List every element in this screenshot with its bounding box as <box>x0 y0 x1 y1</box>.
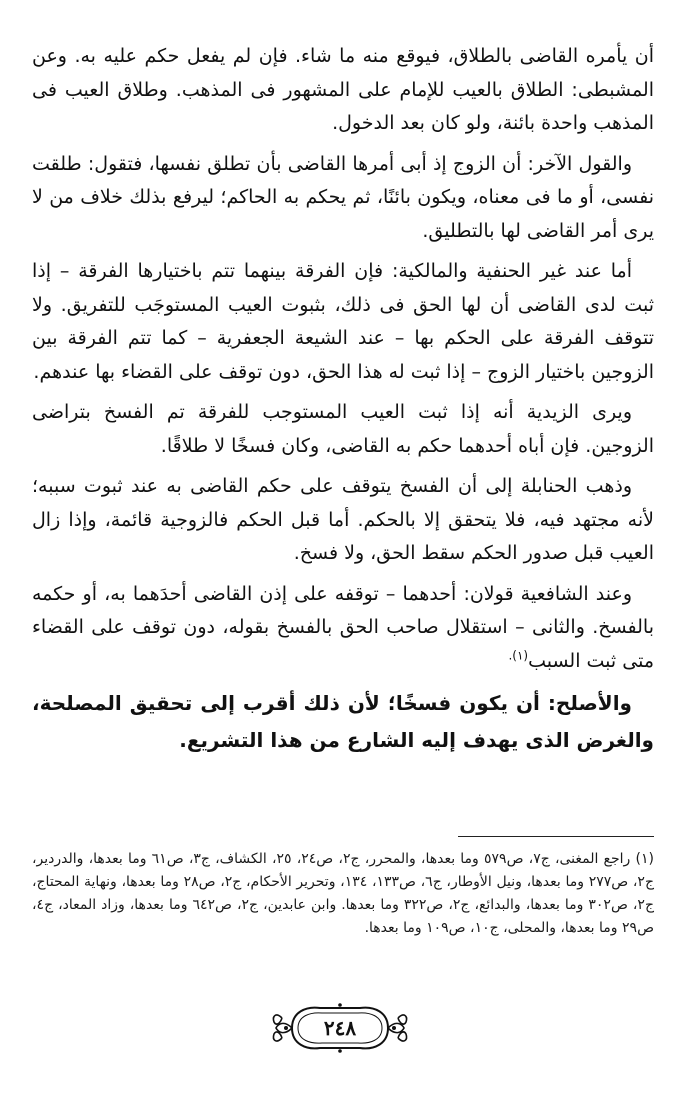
footnotes <box>32 848 654 940</box>
paragraph-5: وذهب الحنابلة إلى أن الفسخ يتوقف على حكم القاضى به عند ثبوت سببه؛ لأنه مجتهد فيه، فلا يتحقق إلا بالحكم. أما قبل الحكم فالزوجية قائمة، وإذا زال العيب قبل صدور الحكم سقط الحق، ولا فسخ. <box>32 475 654 564</box>
paragraph-1: أن يأمره القاضى بالطلاق، فيوقع منه ما شاء. فإن لم يفعل حكم عليه به. وعن المشبطى: الطلاق بالعيب للإمام على المشهور فى المذهب. وطلاق العيب فى المذهب واحدة بائنة، ولو كان بعد الدخول. <box>32 45 654 134</box>
paragraph-2: والقول الآخر: أن الزوج إذ أبى أمرها القاضى بأن تطلق نفسها، فتقول: طلقت نفسى، أو ما فى معناه، ويكون بائنًا، ثم يحكم به الحاكم؛ ليرفع بذلك خلاف من لا يرى أمر القاضى لها بالتطليق. <box>32 152 654 242</box>
footnote-reference: (١). <box>508 648 529 663</box>
paragraph-6-text: وعند الشافعية قولان: أحدهما – توقفه على إذن القاضى أحدَهما به، أو حكمه بالفسخ. والثانى – استقلال صاحب الحق بالفسخ بقوله، دون توقف على القضاء متى ثبت السبب <box>32 582 654 672</box>
main-text <box>32 40 654 766</box>
paragraph-6 <box>32 578 654 679</box>
footnote-separator <box>458 836 654 837</box>
paragraph-4: ويرى الزيدية أنه إذا ثبت العيب المستوجب للفرقة تم الفسخ بتراضى الزوجين. فإن أباه أحدهما حكم به القاضى، وكان فسخًا لا طلاقًا. <box>32 401 654 457</box>
page-number: ٢٤٨ <box>323 1016 357 1040</box>
footnote-1: (١) راجع المغنى، ج٧، ص٥٧٩ وما بعدها، والمحرر، ج٢، ص٢٤، ٢٥، الكشاف، ج٣، ص٦١ وما بعدها، والدردير، ج٢، ص٢٧٧ وما بعدها، ونيل الأوطار، ج٦، ص١٣٣، ١٣٤، وتحرير الأحكام، ج٢، ص٢٨ وما بعدها، ونهاية المحتاج، ج٢، ص٣٠٢ وما بعدها، والبدائع، ج٢، ص٣٢٢ وما بعدها. وابن عابدين، ج٢، ص٦٤٢ وما بعدها، وزاد المعاد، ج٤، ص٢٩ وما بعدها، والمحلى، ج١٠، ص١٠٩ وما بعدها. <box>32 851 654 936</box>
conclusion-paragraph: والأصلح: أن يكون فسخًا؛ لأن ذلك أقرب إلى تحقيق المصلحة، والغرض الذى يهدف إليه الشارع من هذا التشريع. <box>32 691 654 752</box>
page-number-ornament <box>270 1000 410 1056</box>
paragraph-3: أما عند غير الحنفية والمالكية: فإن الفرقة بينهما تتم باختيارها الفرقة – إذا ثبت لدى القاضى أن لها الحق فى ذلك، بثبوت العيب المستوجَب للتفريق. ولا تتوقف الفرقة على الحكم بها – عند الشيعة الجعفرية – كما تتم الفرقة بين الزوجين باختيار الزوج – إذا ثبت له هذا الحق، دون توقف على القضاء بها عندهم. <box>32 260 654 383</box>
